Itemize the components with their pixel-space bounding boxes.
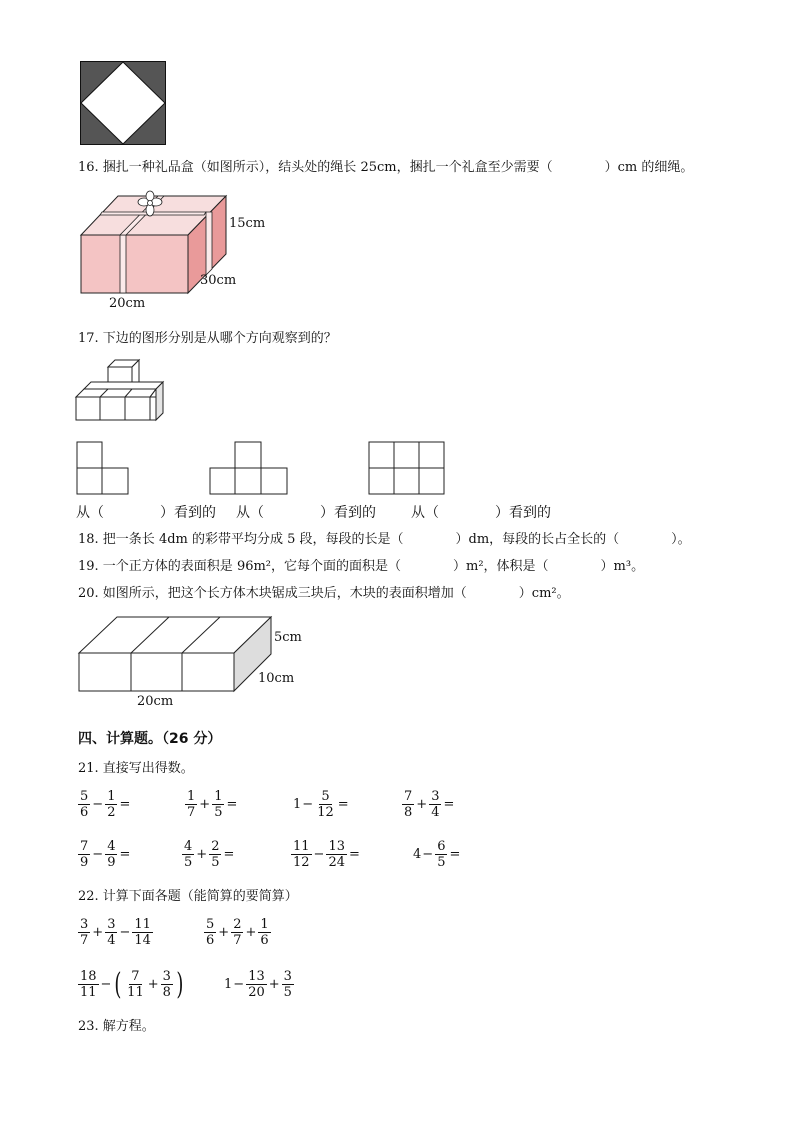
gift-box-figure [78, 190, 278, 302]
view-shape-3 [368, 441, 446, 496]
cuboid-figure [77, 615, 273, 695]
q21-expr-1: $\frac{5}{6}$ − $\frac{1}{2}$ = [80, 789, 131, 820]
q16-height-label: 15cm [229, 216, 266, 231]
section-title: 四、计算题。（26 分） [78, 731, 222, 747]
q22-expr-3: $\frac{18}{11}$ − ( $\frac{7}{11}$ + $\frac{3}{8}$ ) [80, 966, 184, 1002]
q21-expr-7: $\frac{11}{12}$ − $\frac{13}{24}$ = [293, 839, 360, 870]
q20-depth-label: 10cm [258, 671, 295, 686]
q21-expr-3: 1 − $\frac{5}{12}$ = [293, 789, 349, 820]
q17-blank-3: 从（ ）看到的 [411, 505, 551, 521]
q22-expr-4: 1 − $\frac{13}{20}$ + $\frac{3}{5}$ [224, 969, 292, 1000]
q23-text: 23. 解方程。 [78, 1019, 155, 1034]
q21-text: 21. 直接写出得数。 [78, 761, 194, 776]
q18-text: 18. 把一条长 4dm 的彩带平均分成 5 段，每段的长是（ ）dm，每段的长占全长的（ ）。 [78, 532, 691, 547]
q16-width-label: 20cm [109, 296, 146, 311]
view-shape-1 [76, 441, 130, 496]
q21-expr-4: $\frac{7}{8}$ + $\frac{3}{4}$ = [404, 789, 455, 820]
square-diamond-figure [80, 61, 167, 146]
q21-expr-8: 4 − $\frac{6}{5}$ = [413, 839, 461, 870]
q16-text: 16. 捆扎一种礼品盒（如图所示），结头处的绳长 25cm，捆扎一个礼盒至少需要（ ）cm 的细绳。 [78, 160, 694, 175]
q21-expr-5: $\frac{7}{9}$ − $\frac{4}{9}$ = [80, 839, 131, 870]
q22-expr-2: $\frac{5}{6}$ + $\frac{2}{7}$ + $\frac{1}{6}$ [206, 917, 269, 948]
q21-expr-6: $\frac{4}{5}$ + $\frac{2}{5}$ = [184, 839, 235, 870]
q17-blank-2: 从（ ）看到的 [236, 505, 376, 521]
q20-text: 20. 如图所示，把这个长方体木块锯成三块后，木块的表面积增加（ ）cm²。 [78, 586, 570, 601]
q20-height-label: 5cm [274, 630, 302, 645]
q20-width-label: 20cm [137, 694, 174, 709]
q17-text: 17. 下边的图形分别是从哪个方向观察到的？ [78, 331, 337, 346]
view-shape-2 [209, 441, 289, 496]
q19-text: 19. 一个正方体的表面积是 96m²，它每个面的面积是（ ）m²，体积是（ ）m³。 [78, 559, 645, 574]
q22-expr-1: $\frac{3}{7}$ + $\frac{3}{4}$ − $\frac{11}{14}$ [80, 917, 151, 948]
q16-depth-label: 30cm [200, 273, 237, 288]
q17-blank-1: 从（ ）看到的 [76, 505, 216, 521]
q21-expr-2: $\frac{1}{7}$ + $\frac{1}{5}$ = [187, 789, 238, 820]
cube-stack-figure [74, 358, 166, 424]
q22-text: 22. 计算下面各题（能简算的要简算） [78, 889, 298, 904]
